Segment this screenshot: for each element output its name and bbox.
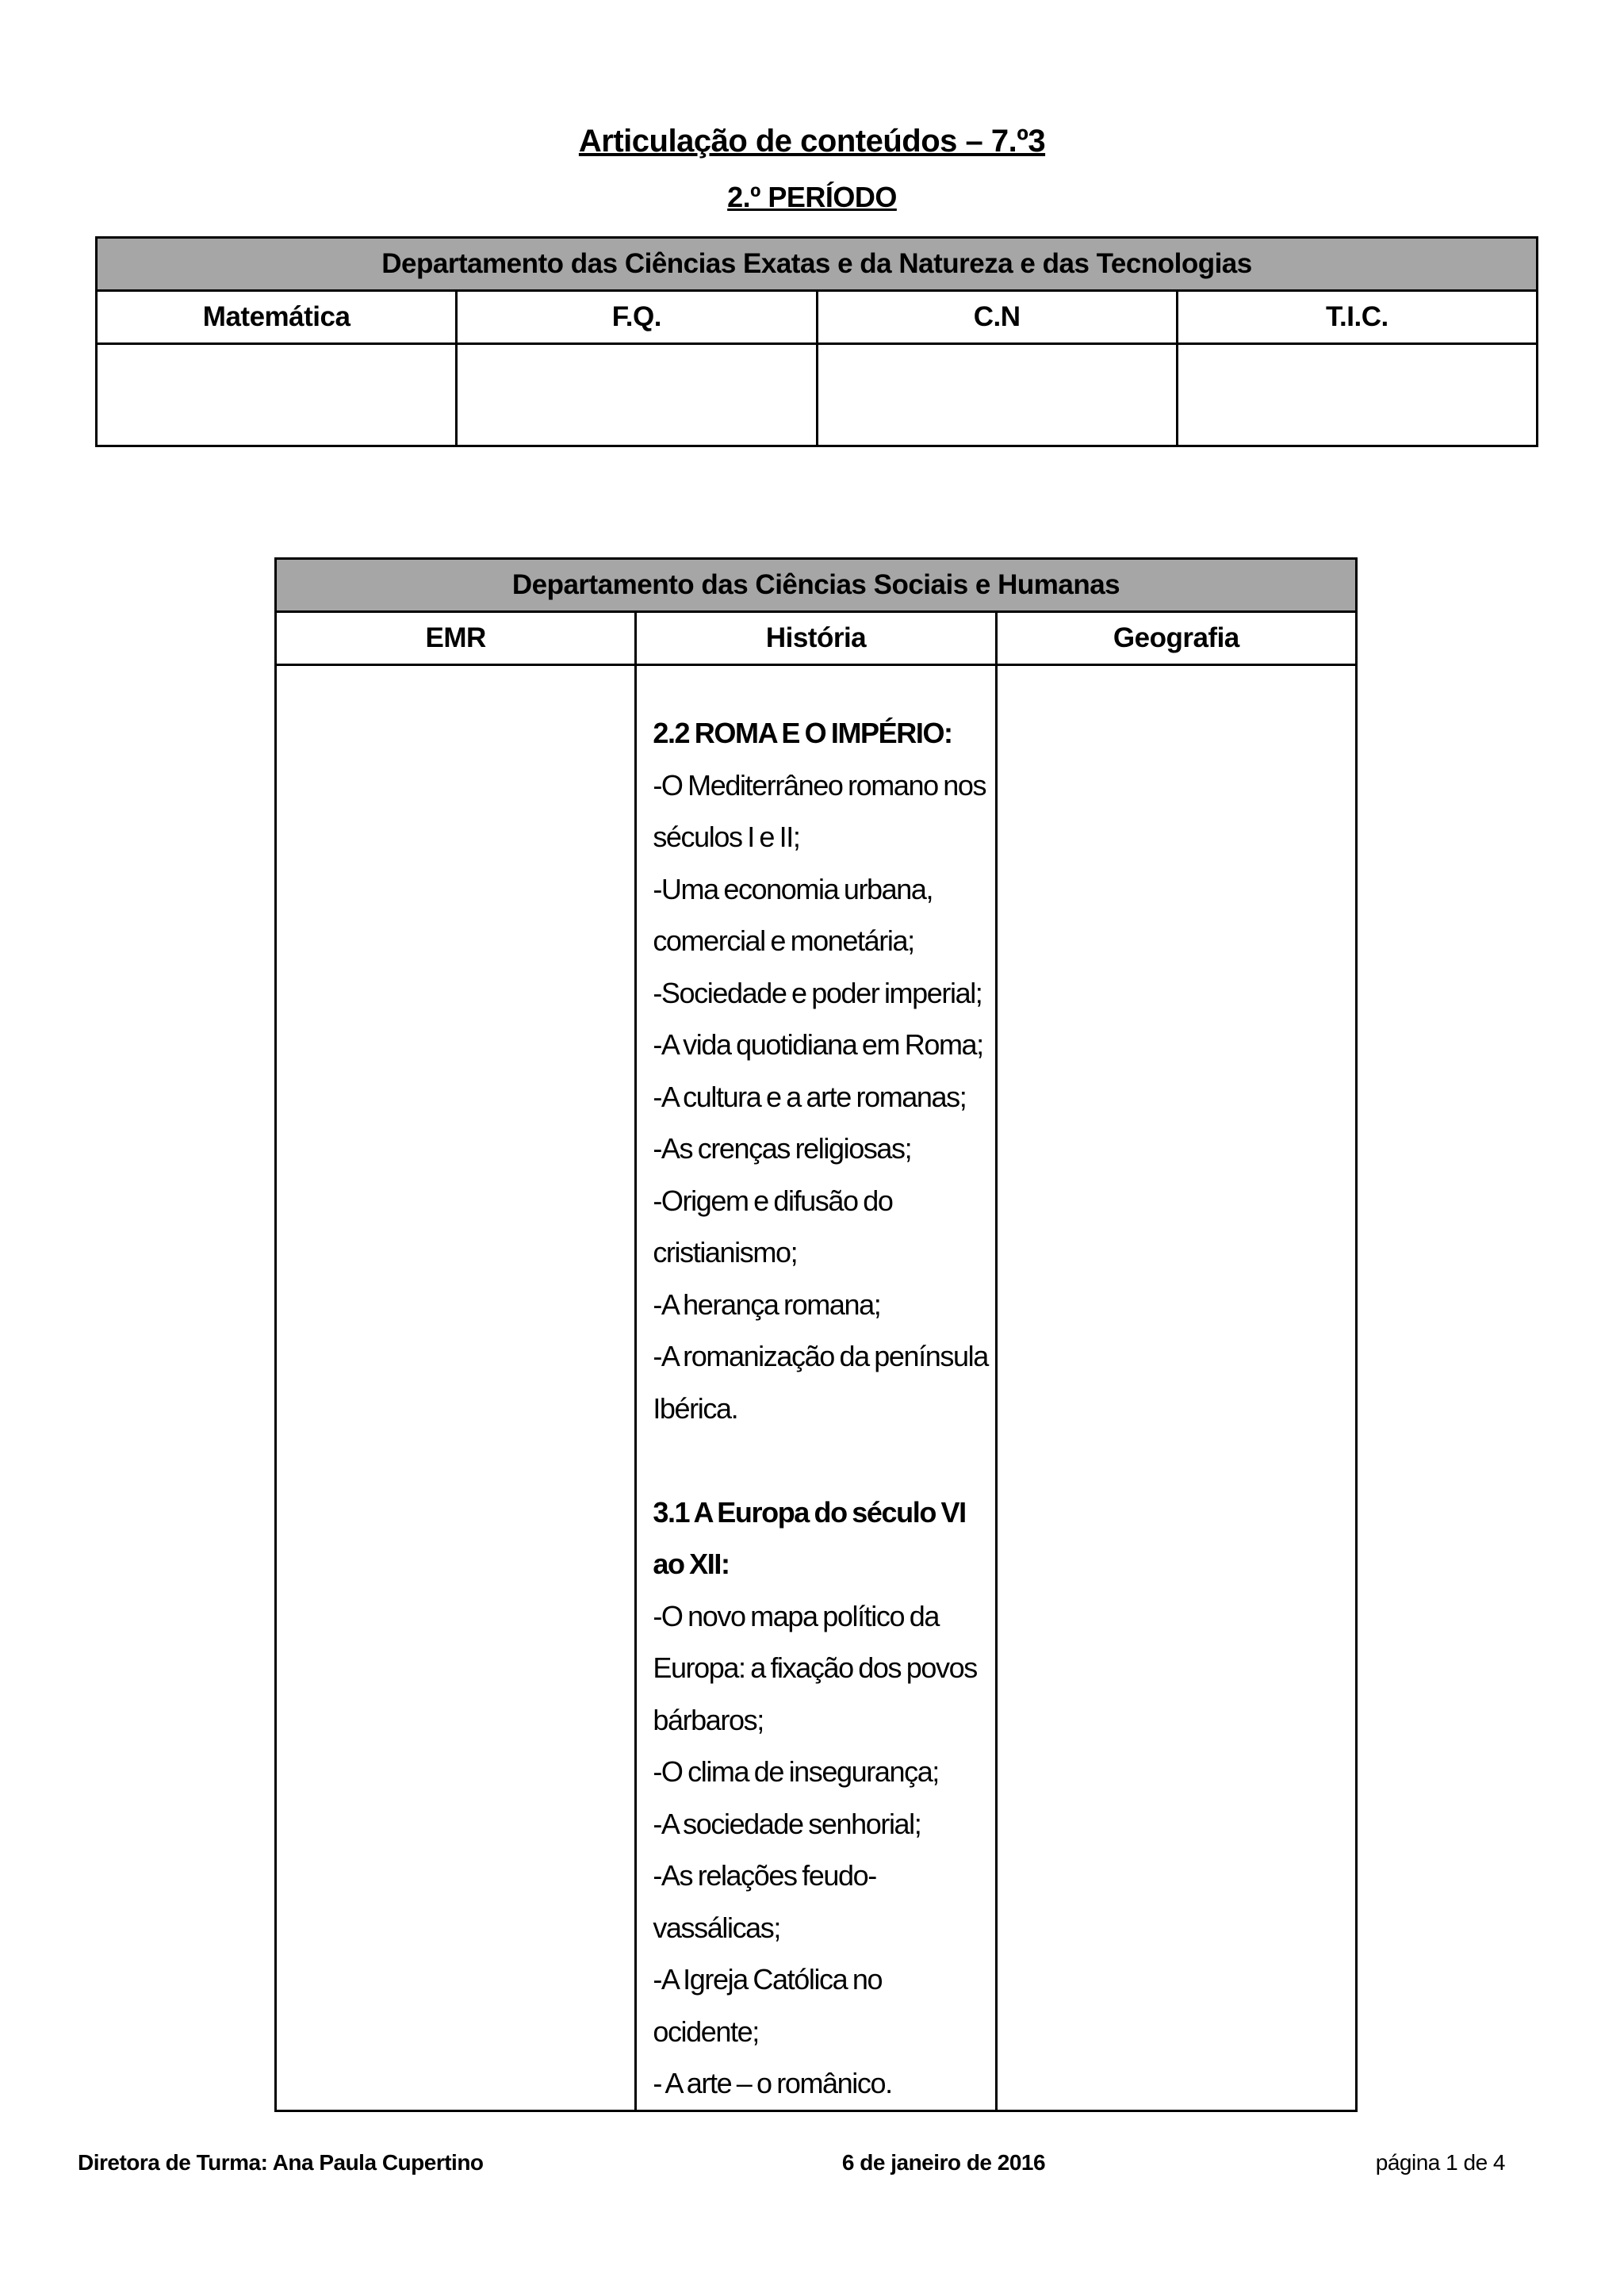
historia-item: ocidente;	[653, 2015, 759, 2048]
footer-class-director: Diretora de Turma: Ana Paula Cupertino	[78, 2150, 484, 2175]
historia-item: vassálicas;	[653, 1911, 780, 1944]
historia-item: -As crenças religiosas;	[653, 1132, 912, 1165]
historia-item: -A Igreja Católica no	[653, 1963, 883, 1996]
column-header-tic: T.I.C.	[1177, 291, 1537, 344]
cell-cn	[817, 344, 1177, 446]
cell-tic	[1177, 344, 1537, 446]
column-header-matematica: Matemática	[97, 291, 457, 344]
cell-fq	[457, 344, 817, 446]
historia-item: Europa: a fixação dos povos	[653, 1651, 977, 1684]
historia-item: séculos I e II;	[653, 821, 800, 853]
cell-emr	[276, 665, 636, 2111]
column-header-emr: EMR	[276, 612, 636, 665]
table-sociais	[274, 557, 1358, 2112]
historia-topic-heading: 2.2 ROMA E O IMPÉRIO:	[653, 717, 952, 749]
historia-item: cristianismo;	[653, 1236, 798, 1269]
column-header-historia: História	[636, 612, 996, 665]
historia-item: -Uma economia urbana,	[653, 872, 933, 905]
historia-topic-heading: ao XII:	[653, 1548, 730, 1580]
historia-item: -As relações feudo-	[653, 1859, 876, 1892]
department-header-sociais: Departamento das Ciências Sociais e Humanas	[276, 559, 1357, 612]
historia-item: -Sociedade e poder imperial;	[653, 976, 982, 1009]
column-header-fq: F.Q.	[457, 291, 817, 344]
period-heading: 2.º PERÍODO	[727, 181, 897, 213]
column-header-geografia: Geografia	[996, 612, 1356, 665]
historia-item: -O novo mapa político da	[653, 1599, 939, 1632]
column-header-cn: C.N	[817, 291, 1177, 344]
historia-topic-heading: 3.1 A Europa do século VI	[653, 1495, 966, 1529]
historia-item: -A cultura e a arte romanas;	[653, 1080, 967, 1113]
historia-item: -A sociedade senhorial;	[653, 1807, 921, 1840]
historia-spacer	[653, 1434, 980, 1487]
historia-item: - A arte – o românico.	[653, 2067, 892, 2099]
historia-item: -A herança romana;	[653, 1288, 881, 1321]
document-title: Articulação de conteúdos – 7.º3	[578, 124, 1046, 159]
cell-matematica	[97, 344, 457, 446]
cell-geografia	[996, 665, 1356, 2111]
historia-item: bárbaros;	[653, 1703, 764, 1736]
footer-date: 6 de janeiro de 2016	[841, 2150, 1046, 2175]
department-header-exatas: Departamento das Ciências Exatas e da Natureza e das Tecnologias	[97, 238, 1538, 291]
historia-item: -Origem e difusão do	[653, 1184, 893, 1217]
cell-historia	[636, 665, 996, 2111]
historia-item: -A romanização da península	[653, 1340, 988, 1372]
table-exatas	[95, 236, 1538, 447]
historia-item: -O clima de insegurança;	[653, 1755, 939, 1788]
historia-item: Ibérica.	[653, 1391, 738, 1425]
historia-item: -O Mediterrâneo romano nos	[653, 768, 986, 802]
historia-item: comercial e monetária;	[653, 924, 914, 957]
footer-page-number: página 1 de 4	[1375, 2150, 1505, 2175]
historia-item: -A vida quotidiana em Roma;	[653, 1028, 983, 1061]
historia-content	[637, 666, 994, 2110]
